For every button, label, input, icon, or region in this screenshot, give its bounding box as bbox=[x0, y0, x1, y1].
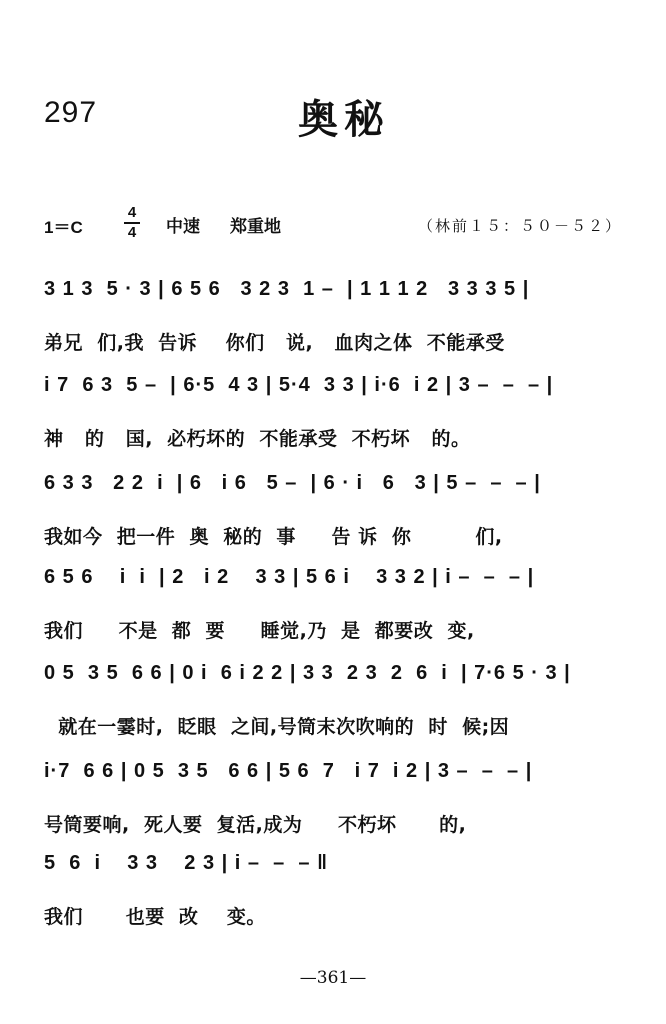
notation-row: i·7 6 6 | 0 5 3 5 6 6 | 5 6 7 i 7 i 2 | 3 – – – | bbox=[44, 760, 533, 782]
notation-row: 6 5 6 i i | 2 i 2 3 3 | 5 6 i 3 3 2 | i – – – | bbox=[44, 566, 535, 588]
lyrics-row: 弟兄 们,我 告诉 你们 说, 血肉之体 不能承受 bbox=[44, 332, 505, 354]
notation-row: 0 5 3 5 6 6 | 0 i 6 i 2 2 | 3 3 2 3 2 6 i | 7·6 5 · 3 | bbox=[44, 662, 571, 684]
hymn-header bbox=[44, 205, 644, 245]
lyrics-row: 就在一霎时, 眨眼 之间,号筒末次吹响的 时 候;因 bbox=[44, 716, 510, 738]
notation-row: 3 1 3 5 · 3 | 6 5 6 3 2 3 1 – | 1 1 1 2 3 3 3 5 | bbox=[44, 278, 530, 300]
lyrics-row: 我们 也要 改 变。 bbox=[44, 906, 266, 928]
notation-row: i 7 6 3 5 – | 6·5 4 3 | 5·4 3 3 | i·6 i 2 | 3 – – – | bbox=[44, 374, 554, 396]
page-number: —361— bbox=[299, 968, 367, 988]
lyrics-row: 神 的 国, 必朽坏的 不能承受 不朽坏 的。 bbox=[44, 428, 471, 450]
time-signature-bottom: 4 bbox=[127, 223, 137, 241]
tempo-marking: 中速 bbox=[166, 217, 200, 237]
lyrics-row: 我们 不是 都 要 睡觉,乃 是 都要改 变, bbox=[44, 620, 475, 642]
scripture-reference: （林前１５：５０－５２） bbox=[417, 217, 622, 235]
hymn-number: 297 bbox=[44, 96, 98, 129]
time-signature-top: 4 bbox=[127, 204, 137, 221]
lyrics-row: 号筒要响, 死人要 复活,成为 不朽坏 的, bbox=[44, 814, 467, 836]
notation-row: 5 6 i 3 3 2 3 | i – – – ‖ bbox=[44, 852, 329, 874]
lyrics-row: 我如今 把一件 奥 秘的 事 告 诉 你 们, bbox=[44, 526, 503, 548]
time-signature bbox=[122, 205, 142, 241]
hymn-title: 奥秘 bbox=[298, 96, 390, 143]
notation-row: 6 3 3 2 2 i | 6 i 6 5 – | 6 · i 6 3 | 5 – – – | bbox=[44, 472, 541, 494]
key-signature: 1＝C bbox=[44, 218, 83, 237]
expression-marking: 郑重地 bbox=[230, 217, 281, 237]
